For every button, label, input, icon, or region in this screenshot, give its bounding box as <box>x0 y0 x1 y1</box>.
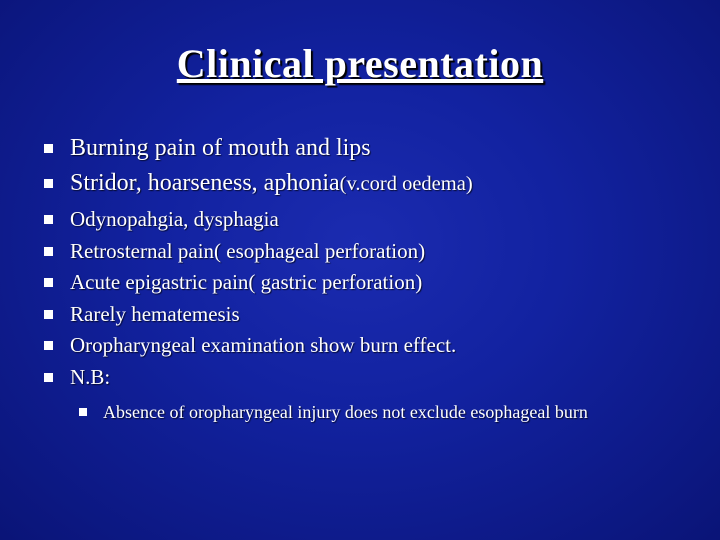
square-bullet-icon <box>44 215 53 224</box>
square-bullet-icon <box>44 278 53 287</box>
square-bullet-icon <box>44 373 53 382</box>
bullet-text: Burning pain of mouth and lips <box>70 135 371 161</box>
bullet-item-epigastric-pain <box>44 267 704 299</box>
square-bullet-icon <box>44 341 53 350</box>
bullet-text: Stridor, hoarseness, aphonia <box>70 170 340 196</box>
sub-bullet-item <box>79 399 704 425</box>
bullet-item-burning-pain <box>44 131 704 166</box>
square-bullet-icon <box>44 247 53 256</box>
sub-bullet-text: Absence of oropharyngeal injury does not exclude esophageal burn <box>103 402 588 422</box>
square-bullet-icon <box>44 310 53 319</box>
square-bullet-icon <box>79 408 87 416</box>
bullet-text: Odynopahgia, dysphagia <box>70 207 279 231</box>
square-bullet-icon <box>44 179 53 188</box>
bullet-text: N.B: <box>70 364 111 389</box>
slide-title: Clinical presentation <box>176 41 544 86</box>
bullet-text: Retrosternal pain( esophageal perforation) <box>70 238 426 263</box>
square-bullet-icon <box>44 144 53 153</box>
bullet-list <box>44 131 704 425</box>
bullet-item-stridor <box>44 166 704 202</box>
bullet-note: (v.cord oedema) <box>339 173 473 195</box>
bullet-text: Rarely hematemesis <box>70 301 240 326</box>
bullet-item-hematemesis <box>44 299 704 331</box>
bullet-text: Oropharyngeal examination show burn effect. <box>70 333 457 357</box>
bullet-text: Acute epigastric pain( gastric perforation) <box>70 270 423 294</box>
bullet-item-nb <box>44 362 704 394</box>
bullet-item-oropharyngeal-exam <box>44 330 704 362</box>
bullet-item-retrosternal-pain <box>44 236 704 268</box>
bullet-item-odynophagia <box>44 204 704 236</box>
